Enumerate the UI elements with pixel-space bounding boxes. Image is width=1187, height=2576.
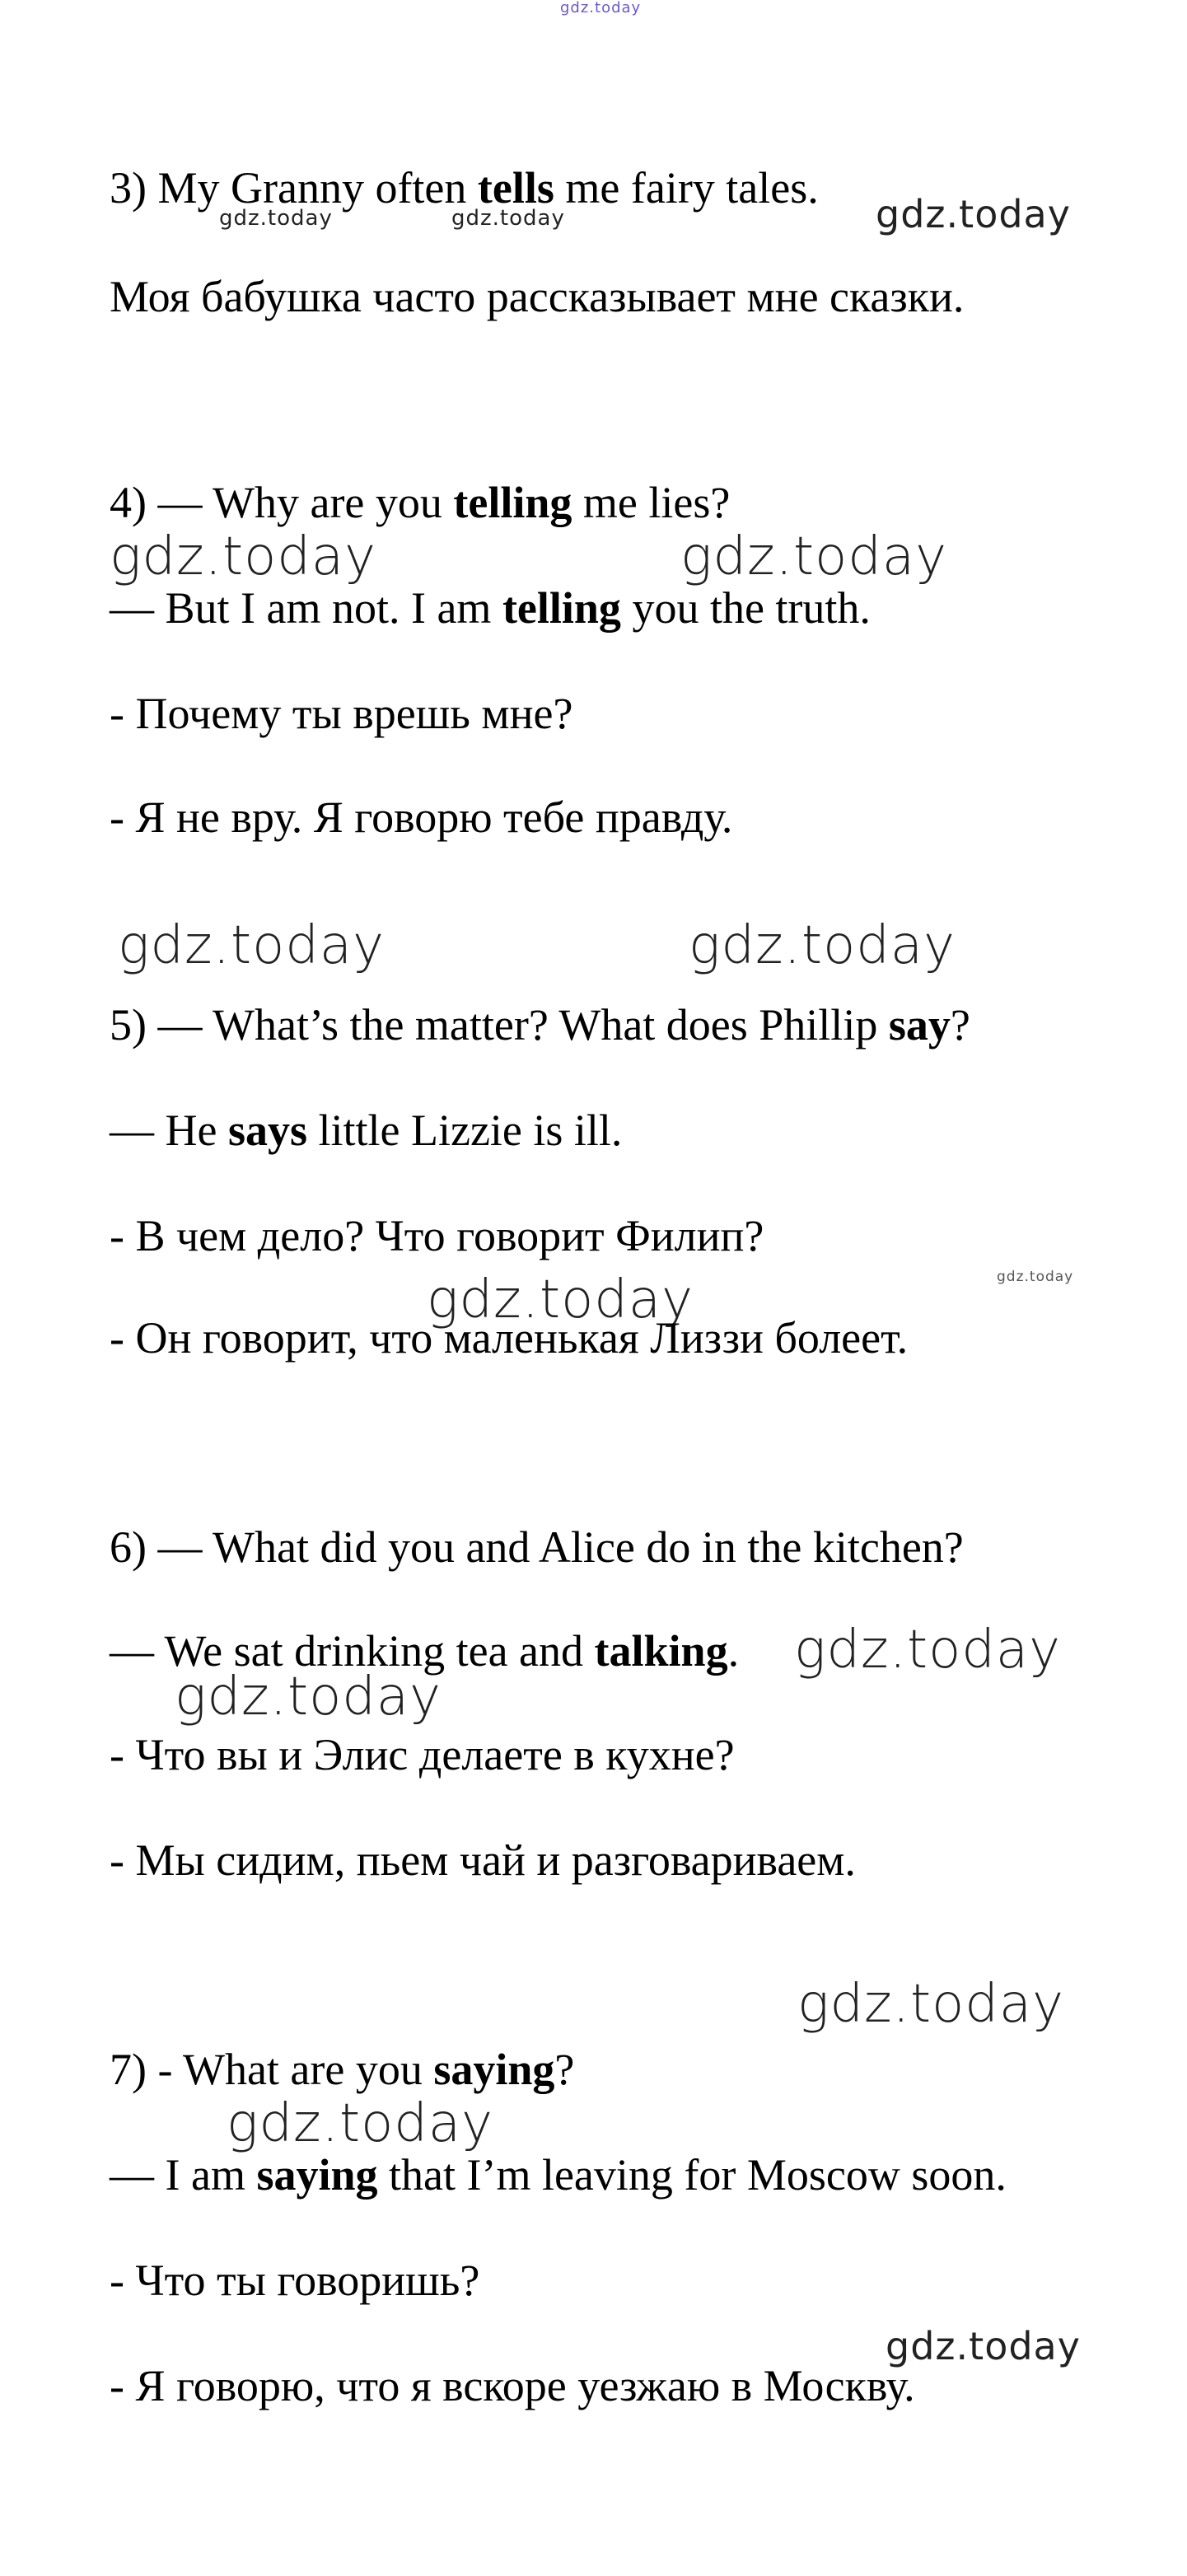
keyword-bold: say (888, 1000, 951, 1050)
watermark: gdz.today (797, 1974, 1064, 2035)
item-5-russian-question: - В чем дело? Что говорит Филип? (110, 1211, 764, 1260)
keyword-bold: saying (433, 2045, 555, 2094)
item-6-russian-answer: - Мы сидим, пьем чай и разговариваем. (110, 1835, 856, 1885)
watermark: gdz.today (886, 2324, 1081, 2368)
watermark: gdz.today (427, 1269, 694, 1330)
item-7-question (110, 2043, 574, 2096)
text-segment: that I’m leaving for Moscow soon. (377, 2150, 1007, 2200)
item-4-russian-answer: - Я не вру. Я говорю тебе правду. (110, 792, 733, 842)
watermark: gdz.today (794, 1620, 1061, 1681)
text-segment: — But I am not. I am (110, 583, 502, 633)
watermark-top: gdz.today (560, 0, 642, 16)
watermark: gdz.today (227, 2093, 493, 2154)
item-6-russian-question: - Что вы и Элис делаете в кухне? (110, 1730, 735, 1779)
keyword-bold: says (227, 1106, 307, 1155)
keyword-bold: talking (594, 1626, 728, 1676)
item-5-answer (110, 1104, 622, 1157)
watermark: gdz.today (110, 526, 376, 587)
text-segment: 3) My Granny often (110, 163, 478, 213)
keyword-bold: tells (477, 163, 554, 213)
text-segment: 4) — Why are you (110, 478, 454, 527)
watermark: gdz.today (175, 1667, 442, 1727)
text-segment: 7) - What are you (110, 2045, 434, 2094)
watermark: gdz.today (451, 206, 565, 231)
watermark: gdz.today (680, 526, 947, 587)
keyword-bold: telling (502, 583, 621, 633)
text-segment: . (727, 1626, 740, 1676)
text-segment: me fairy tales. (554, 163, 819, 213)
watermark: gdz.today (118, 915, 385, 976)
item-4-russian-question: - Почему ты врешь мне? (110, 689, 573, 738)
watermark: gdz.today (219, 206, 333, 231)
watermark: gdz.today (876, 192, 1071, 236)
text-segment: — We sat drinking tea and (110, 1626, 595, 1676)
text-segment: 5) — What’s the matter? What does Phillip (110, 1000, 889, 1050)
text-segment: me lies? (572, 478, 731, 527)
item-7-russian-question: - Что ты говоришь? (110, 2256, 480, 2305)
item-3-russian: Моя бабушка часто рассказывает мне сказки. (110, 272, 965, 321)
keyword-bold: saying (256, 2150, 378, 2200)
text-segment: little Lizzie is ill. (307, 1106, 623, 1155)
item-7-answer (110, 2148, 1007, 2201)
text-segment: — I am (110, 2150, 257, 2200)
keyword-bold: telling (453, 478, 572, 527)
item-6-question: 6) — What did you and Alice do in the kitchen? (110, 1522, 964, 1572)
text-segment: you the truth. (620, 583, 871, 633)
watermark: gdz.today (689, 915, 956, 976)
item-4-answer (110, 582, 871, 634)
item-4-question (110, 476, 730, 529)
text-segment: ? (950, 1000, 970, 1050)
item-5-question (110, 998, 970, 1051)
text-segment: ? (554, 2045, 575, 2094)
item-5-russian-answer: - Он говорит, что маленькая Лиззи болеет. (110, 1313, 909, 1363)
watermark: gdz.today (997, 1269, 1074, 1285)
text-segment: — He (110, 1106, 228, 1155)
item-7-russian-answer: - Я говорю, что я вскоре уезжаю в Москву. (110, 2361, 915, 2410)
